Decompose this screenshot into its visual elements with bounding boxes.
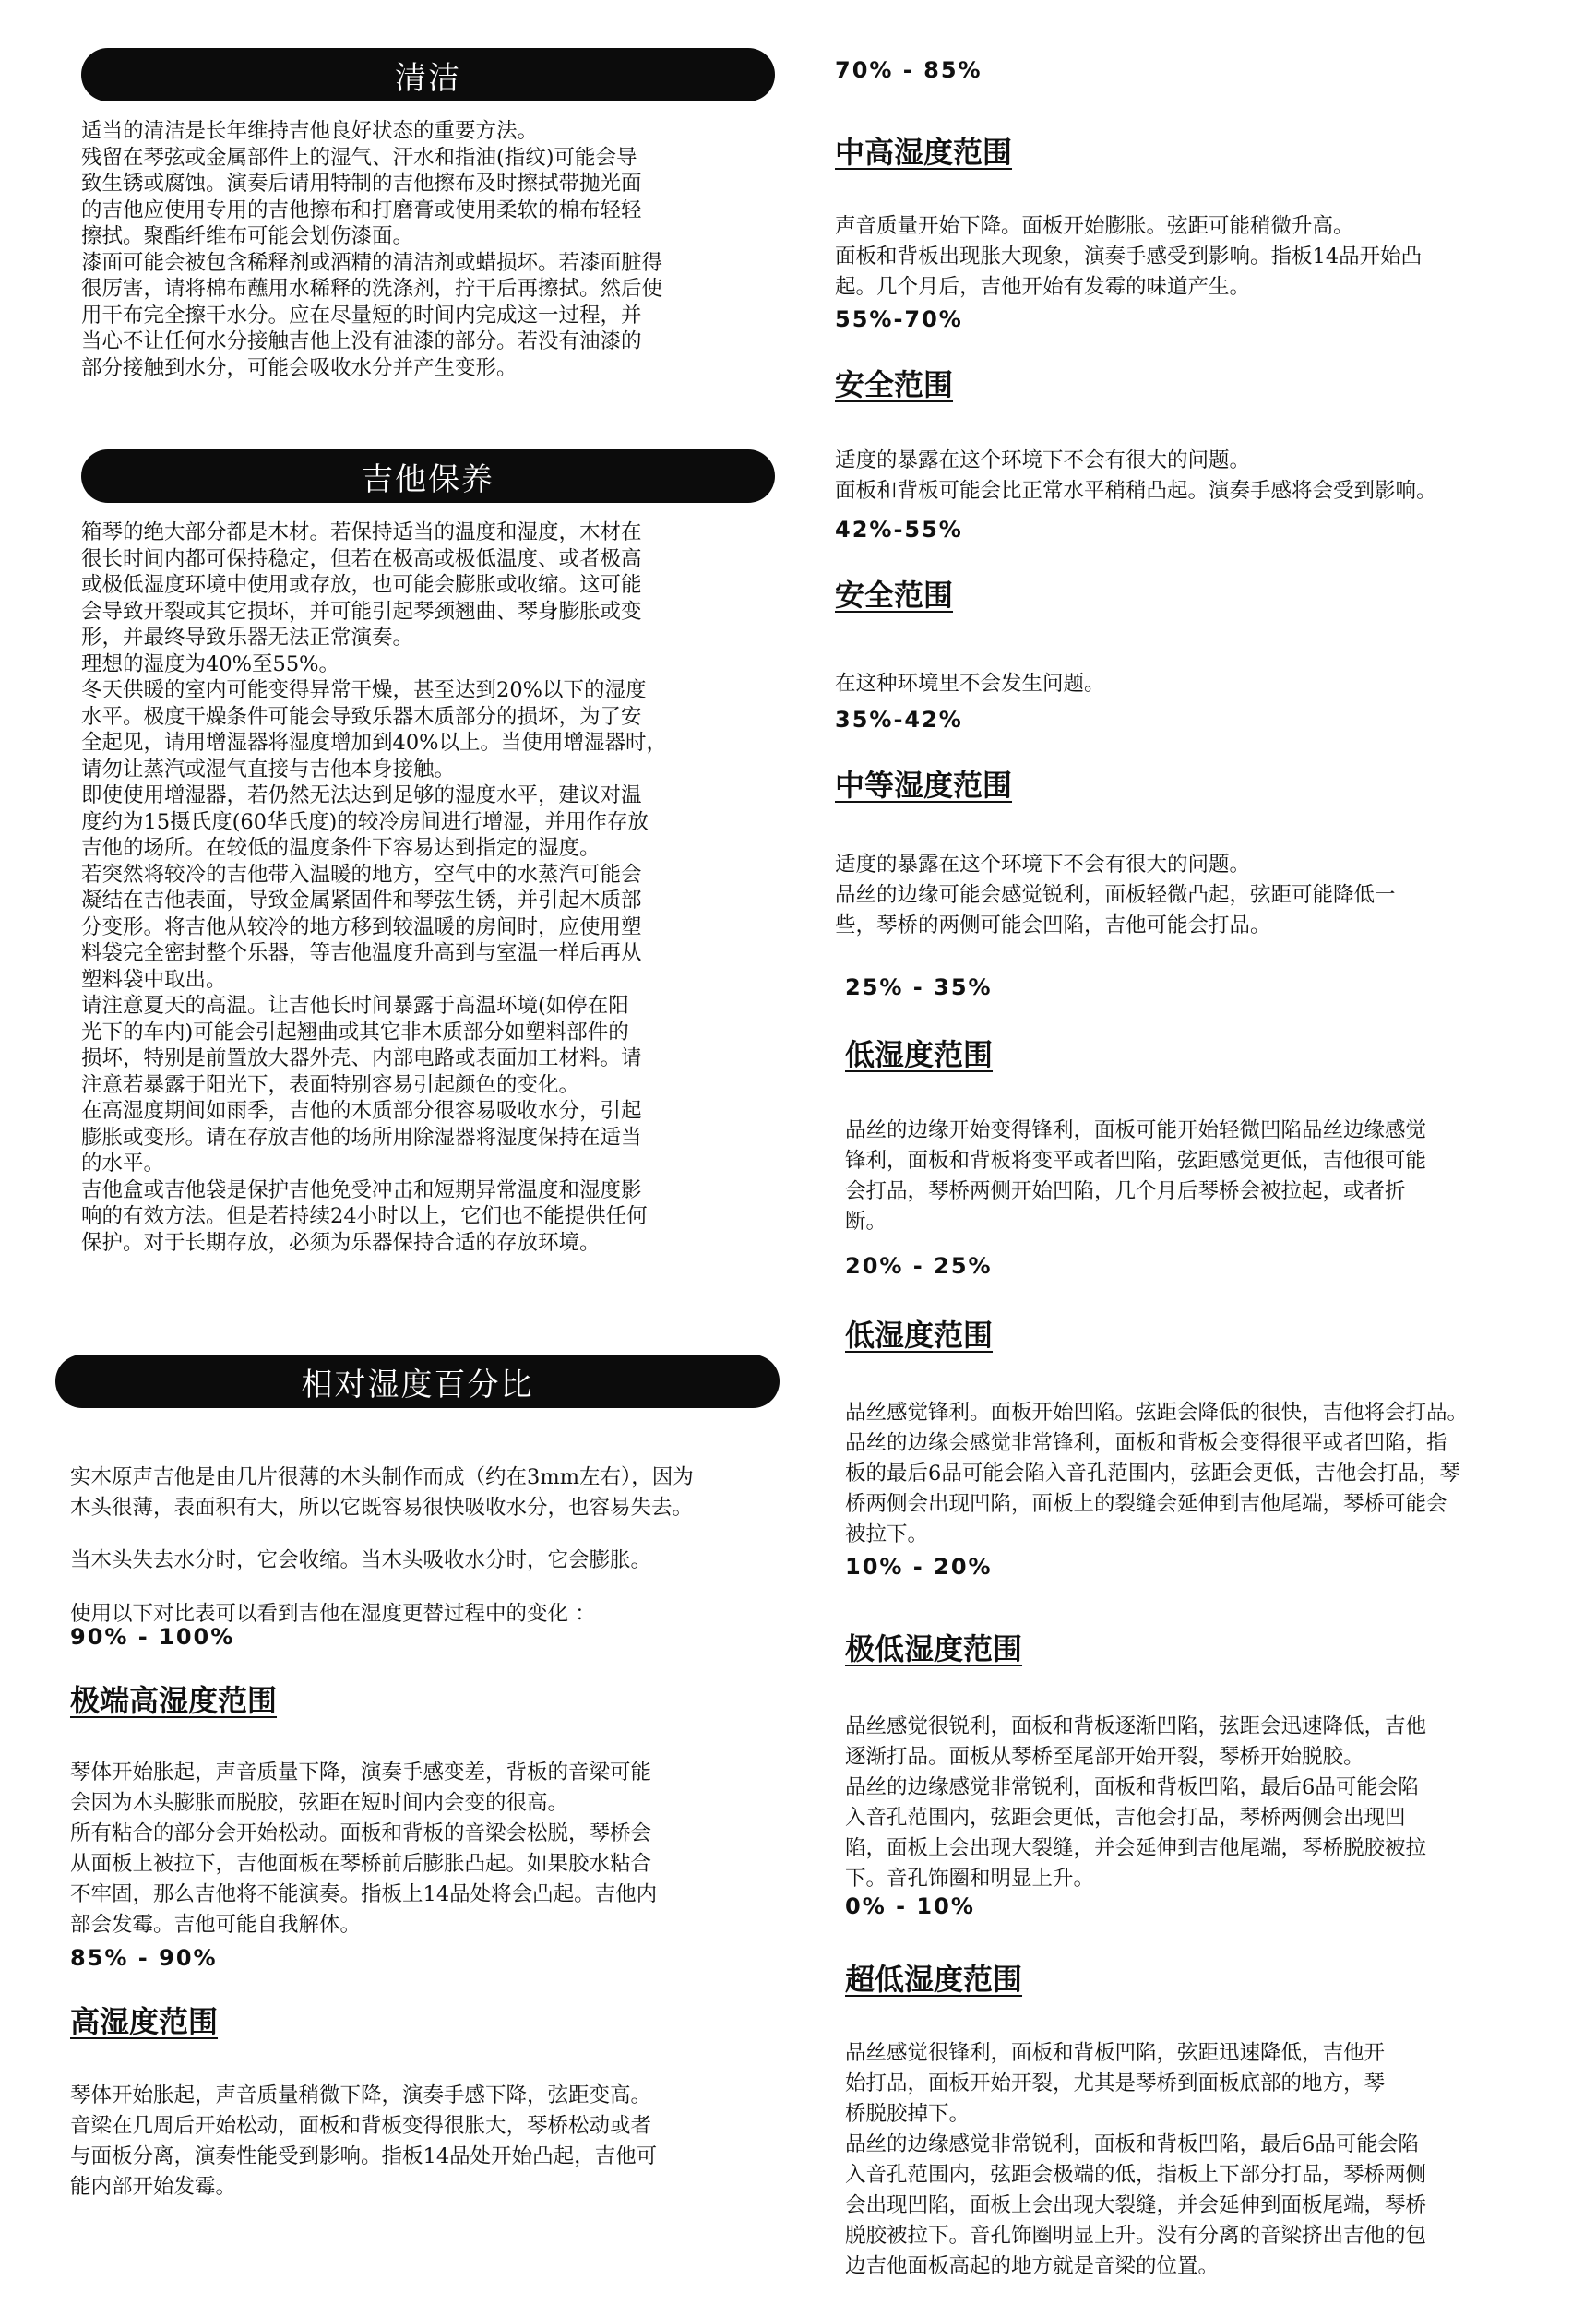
range-head-very-low: 极低湿度范围 [845, 1631, 1023, 1666]
range-body-ultra-low: 品丝感觉很锋利，面板和背板凹陷，弦距迅速降低，吉他开 始打品，面板开始开裂，尤其是琴桥到面板底部的地方，琴 桥脱胶掉下。 品丝的边缘感觉非常锐利，面板和背板凹陷，最后6品可能会陷 入音孔范围内，弦距会极端的低，指板上下部分打品，琴桥两侧 会出现凹陷，面板上会出现大裂缝，并会延伸到面板尾端，琴桥 脱胶被拉下。音孔饰圈明显上升。没有分离的音梁挤出吉他的包 边吉他面板高起的地方就是音梁的位置。 [845, 2040, 1427, 2278]
range-body-low-2: 品丝感觉锋利。面板开始凹陷。弦距会降低的很快，吉他将会打品。 品丝的边缘会感觉非常锋利，面板和背板会变得很平或者凹陷，指 板的最后6品可能会陷入音孔范围内，弦距会更低，吉他会打品，琴 桥两侧会出现凹陷，面板上的裂缝会延伸到吉他尾端，琴桥可能会 被拉下。 [845, 1400, 1469, 1546]
range-body-extreme-high: 琴体开始胀起，声音质量下降，演奏手感变差，背板的音梁可能 会因为木头膨胀而脱胶，弦距在短时间内会变的很高。 所有粘合的部分会开始松动。面板和背板的音梁会松脱，琴桥会 从面板上被拉下，吉他面板在琴桥前后膨胀凸起。如果胶水粘合 不牢固，那么吉他将不能演奏。指板上14品处将会凸起。吉他内 部会发霉。吉他可能自我解体。 [70, 1760, 658, 1937]
range-pct-10-20: 10% - 20% [845, 1554, 993, 1580]
rh-intro-1: 实木原声吉他是由几片很薄的木头制作而成（约在3mm左右），因为 木头很薄，表面积有大，所以它既容易很快吸收水分，也容易失去。 [70, 1464, 694, 1520]
range-pct-42-55: 42%-55% [835, 517, 963, 543]
care-title: 吉他保养 [81, 449, 775, 503]
range-head-low-2: 低湿度范围 [845, 1318, 994, 1353]
range-head-safe-1: 安全范围 [835, 367, 954, 402]
rh-title: 相对湿度百分比 [55, 1355, 780, 1408]
cleaning-body: 适当的清洁是长年维持吉他良好状态的重要方法。 残留在琴弦或金属部件上的湿气、汗水和指油(指纹)可能会导 致生锈或腐蚀。演奏后请用特制的吉他擦布及时擦拭带抛光面 的吉他应使用专用的吉他擦布和打磨膏或使用柔软的棉布轻轻 擦拭。聚酯纤维布可能会划伤漆面。 漆面可能会被包含稀释剂或酒精的清洁剂或蜡损坏。若漆面脏得 很厉害，请将棉布蘸用水稀释的洗涤剂，拧干后再擦拭。然后使 用干布完全擦干水分。应在尽量短的时间内完成这一过程，并 当心不让任何水分接触吉他上没有油漆的部分。若没有油漆的 部分接触到水分，可能会吸收水分并产生变形。 [81, 119, 663, 380]
range-pct-25-35: 25% - 35% [845, 974, 993, 1000]
range-body-very-low: 品丝感觉很锐利，面板和背板逐渐凹陷，弦距会迅速降低，吉他 逐渐打品。面板从琴桥至尾部开始开裂，琴桥开始脱胶。 品丝的边缘感觉非常锐利，面板和背板凹陷，最后6品可能会陷 入音孔范围内，弦距会更低，吉他会打品，琴桥两侧会出现凹 陷，面板上会出现大裂缝，并会延伸到吉他尾端，琴桥脱胶被拉 下。音孔饰圈和明显上升。 [845, 1713, 1427, 1891]
rh-intro-2: 当木头失去水分时，它会收缩。当木头吸收水分时，它会膨胀。 [70, 1547, 652, 1572]
range-pct-85-90: 85% - 90% [70, 1945, 218, 1971]
range-head-medium: 中等湿度范围 [835, 768, 1013, 803]
range-pct-70-85: 70% - 85% [835, 57, 983, 83]
range-pct-0-10: 0% - 10% [845, 1893, 975, 1919]
cleaning-title: 清洁 [81, 48, 775, 101]
range-pct-35-42: 35%-42% [835, 707, 963, 733]
range-body-high: 琴体开始胀起，声音质量稍微下降，演奏手感下降，弦距变高。 音梁在几周后开始松动，面板和背板变得很胀大，琴桥松动或者 与面板分离，演奏性能受到影响。指板14品处开始凸起，吉他可 能内部开始发霉。 [70, 2083, 658, 2199]
range-body-mid-high: 声音质量开始下降。面板开始膨胀。弦距可能稍微升高。 面板和背板出现胀大现象，演奏手感受到影响。指板14品开始凸 起。几个月后，吉他开始有发霉的味道产生。 [835, 213, 1423, 299]
range-body-low-1: 品丝的边缘开始变得锋利，面板可能开始轻微凹陷品丝边缘感觉 锋利，面板和背板将变平或者凹陷，弦距感觉更低，吉他很可能 会打品，琴桥两侧开始凹陷，几个月后琴桥会被拉起，或者折 断。 [845, 1117, 1427, 1234]
range-head-safe-2: 安全范围 [835, 578, 954, 613]
range-pct-20-25: 20% - 25% [845, 1253, 993, 1279]
range-body-medium: 适度的暴露在这个环境下不会有很大的问题。 品丝的边缘可能会感觉锐利，面板轻微凸起，弦距可能降低一 些，琴桥的两侧可能会凹陷，吉他可能会打品。 [835, 852, 1396, 937]
range-head-mid-high: 中高湿度范围 [835, 135, 1013, 170]
range-pct-90-100: 90% - 100% [70, 1624, 235, 1650]
rh-intro-3: 使用以下对比表可以看到吉他在湿度更替过程中的变化 ： [70, 1601, 596, 1626]
range-head-high: 高湿度范围 [70, 2004, 219, 2039]
range-head-ultra-low: 超低湿度范围 [845, 1962, 1023, 1997]
range-pct-55-70: 55%-70% [835, 306, 963, 332]
range-head-low-1: 低湿度范围 [845, 1037, 994, 1072]
range-body-safe-1: 适度的暴露在这个环境下不会有很大的问题。 面板和背板可能会比正常水平稍稍凸起。演奏手感将会受到影响。 [835, 448, 1437, 503]
range-body-safe-2: 在这种环境里不会发生问题。 [835, 671, 1105, 696]
range-head-extreme-high: 极端高湿度范围 [70, 1683, 278, 1718]
care-body: 箱琴的绝大部分都是木材。若保持适当的温度和湿度，木材在 很长时间内都可保持稳定，但若在极高或极低温度、或者极高 或极低湿度环境中使用或存放，也可能会膨胀或收缩。这可能 会导致开裂或其它损坏，并可能引起琴颈翘曲、琴身膨胀或变 形，并最终导致乐器无法正常演奏。 理想的湿度为40%至55%。 冬天供暖的室内可能变得异常干燥，甚至达到20%以下的湿度 水平。极度干燥条件可能会导致乐器木质部分的损坏，为了安 全起见，请用增湿器将湿度增加到40%以上。当使用增湿器时， 请勿让蒸汽或湿气直接与吉他本身接触。 即使使用增湿器，若仍然无法达到足够的湿度水平，建议对温 度约为15摄氏度(60华氏度)的较冷房间进行增湿，并用作存放 吉他的场所。在较低的温度条件下容易达到指定的湿度。 若突然将较冷的吉他带入温暖的地方，空气中的水蒸汽可能会 凝结在吉他表面，导致金属紧固件和琴弦生锈，并引起木质部 分变形。将吉他从较冷的地方移到较温暖的房间时，应使用塑 料袋完全密封整个乐器，等吉他温度升高到与室温一样后再从 塑料袋中取出。 请注意夏天的高温。让吉他长时间暴露于高温环境(如停在阳 光下的车内)可能会引起翘曲或其它非木质部分如塑料部件的 损坏，特别是前置放大器外壳、内部电路或表面加工材料。请 注意若暴露于阳光下，表面特别容易引起颜色的变化。 在高湿度期间如雨季，吉他的木质部分很容易吸收水分，引起 膨胀或变形。请在存放吉他的场所用除湿器将湿度保持在适当 的水平。 吉他盒或吉他袋是保护吉他免受冲击和短期异常温度和湿度影 响的有效方法。但是若持续24小时以上，它们也不能提供任何 保护。对于长期存放，必须为乐器保持合适的存放环境。 [81, 520, 668, 1255]
